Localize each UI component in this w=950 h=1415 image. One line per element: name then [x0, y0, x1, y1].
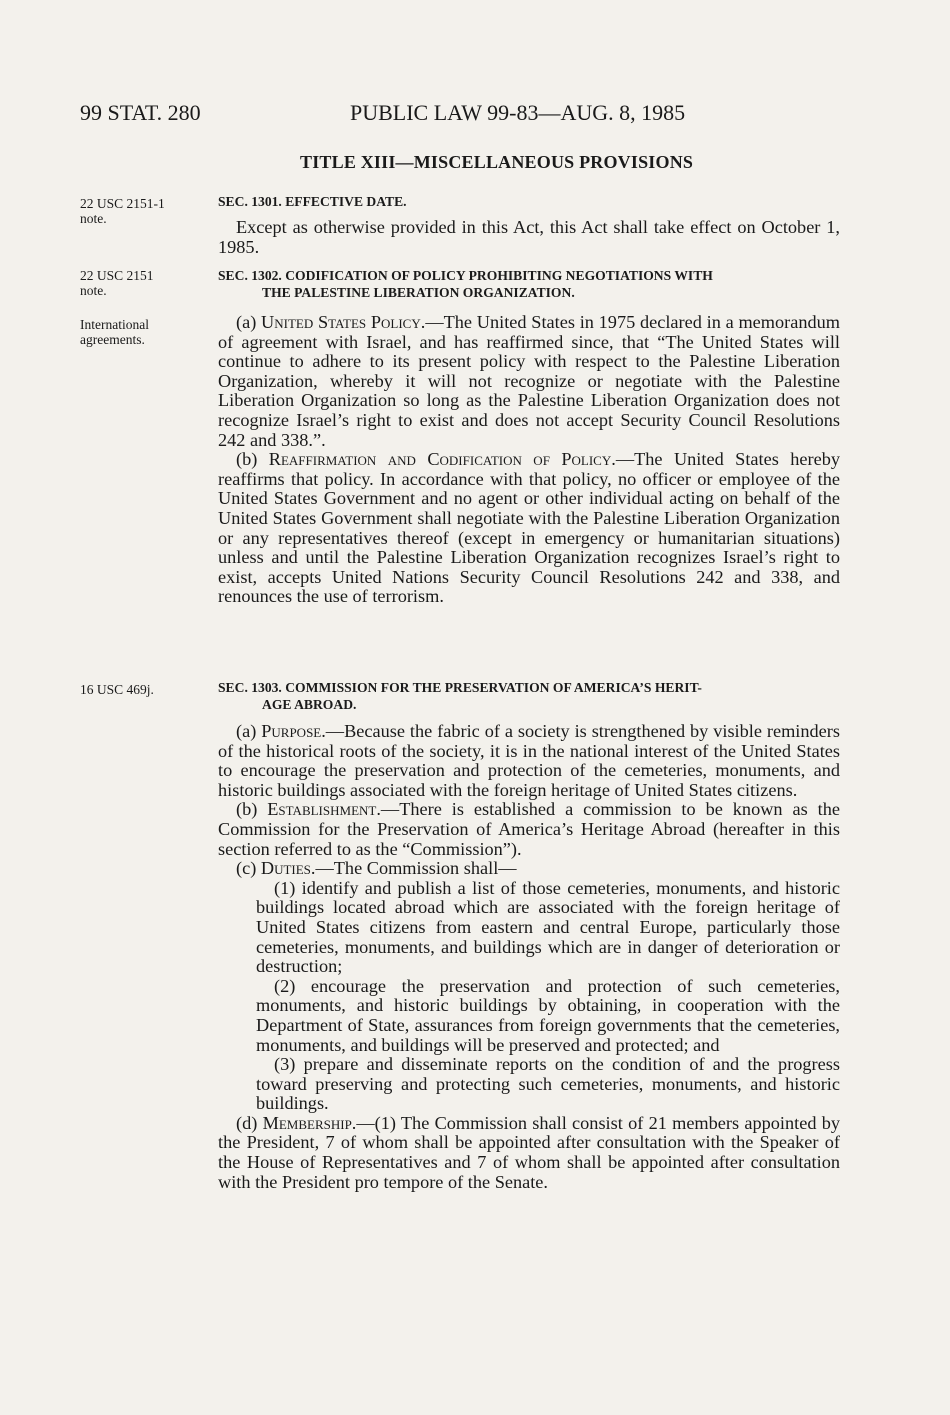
section-1303-heading	[218, 679, 840, 713]
subsection-label: (a)	[236, 312, 262, 332]
subsection-1302-b	[218, 450, 840, 607]
subsection-caption: Establishment	[267, 799, 377, 820]
margin-note-line: note.	[80, 211, 107, 226]
section-heading-line: THE PALESTINE LIBERATION ORGANIZATION.	[262, 285, 575, 300]
subsection-text: .—The United States in 1975 declared in a memorandum of agreement with Israel, and has reaffirmed since, that “The United States will continue to adhere to its present policy with respect to the Palestine Liberation Organization, whereby it will not recognize or negotiate with the Palestine Liberation Organization so long as the Palestine Liberation Organization does not recognize Israel’s right to exist and does not accept Security Council Resolutions 242 and 338.”.	[218, 312, 840, 450]
paragraph-1303-c-1: (1) identify and publish a list of those cemeteries, monuments, and historic buildings located abroad which are associated with the foreign heritage of United States citizens from eastern and central Europe, particularly those cemeteries, monuments, and buildings which are in danger of deterioration or destruction;	[256, 877, 840, 977]
subsection-1303-b	[218, 800, 840, 859]
subsection-text: .—(1) The Commission shall consist of 21 members appointed by the President, 7 of whom shall be appointed after consultation with the Speaker of the House of Representatives and 7 of whom shall be appointed after consultation with the President pro tempore of the Senate.	[218, 1112, 840, 1192]
section-1302-body	[218, 313, 840, 607]
section-heading-line: SEC. 1303. COMMISSION FOR THE PRESERVATION OF AMERICA’S HERIT-	[218, 680, 702, 695]
subsection-text: .—The Commission shall—	[310, 858, 517, 879]
stat-page-number: 99 STAT. 280	[80, 100, 201, 125]
subsection-caption: Duties	[260, 858, 311, 879]
margin-note-line: 16 USC 469j.	[80, 682, 154, 697]
section-1302-heading	[218, 267, 840, 301]
section-heading-line: SEC. 1302. CODIFICATION OF POLICY PROHIBITING NEGOTIATIONS WITH	[218, 268, 713, 283]
subsection-label: (c)	[236, 858, 261, 879]
subsection-caption: United States Policy	[261, 312, 421, 332]
margin-note-line: agreements.	[80, 332, 145, 347]
subsection-1303-d	[218, 1114, 840, 1192]
subsection-text: .—Because the fabric of a society is strengthened by visible reminders of the historical roots of the society, it is in the national interest of the United States to encourage the preservation and protection of the cemeteries, monuments, and historic buildings associated with the foreign heritage of United States citizens.	[218, 721, 840, 800]
section-heading-text: SEC. 1301. EFFECTIVE DATE.	[218, 194, 407, 209]
subsection-text: .—The United States hereby reaffirms that policy. In accordance with that policy, no officer or employee of the United States Government and no agent or other individual acting on behalf of the United States Government shall negotiate with the Palestine Liberation Organization or any representatives thereof (except in emergency or humanitarian situations) unless and until the Palestine Liberation Organization recognizes Israel’s right to exist, accepts United Nations Security Council Resolutions 242 and 338, and renounces the use of terrorism.	[218, 449, 840, 607]
subsection-label: (d)	[236, 1112, 263, 1133]
subsection-1303-c	[218, 859, 840, 879]
section-1303-body	[218, 722, 840, 1192]
margin-note-line: note.	[80, 283, 107, 298]
margin-note-line: International	[80, 317, 149, 332]
subsection-label: (b)	[236, 799, 268, 820]
paragraph-1303-c-3: (3) prepare and disseminate reports on the condition of and the progress toward preserving and protecting such cemeteries, monuments, and historic buildings.	[256, 1054, 840, 1114]
subsection-label: (a)	[236, 721, 262, 741]
section-1301-text: Except as otherwise provided in this Act, this Act shall take effect on October 1, 1985.	[218, 217, 840, 257]
paragraph-1303-c-2: (2) encourage the preservation and protection of such cemeteries, monuments, and historic buildings by obtaining, in cooperation with the Department of State, assurances from foreign governments that the cemeteries, monuments, and buildings will be preserved and protected; and	[256, 975, 840, 1055]
margin-note-international-agreements	[80, 317, 205, 347]
margin-note-usc-469j	[80, 682, 205, 697]
subsection-caption: Purpose	[261, 721, 322, 741]
margin-note-usc-2151	[80, 268, 205, 298]
title-heading: TITLE XIII—MISCELLANEOUS PROVISIONS	[300, 152, 694, 172]
margin-note-line: 22 USC 2151-1	[80, 196, 165, 211]
subsection-label: (b)	[236, 449, 269, 470]
subsection-caption: Reaffirmation and Codification of Policy	[268, 449, 612, 470]
section-1301-heading	[218, 193, 840, 210]
page-header	[80, 100, 840, 132]
margin-note-usc-2151-1	[80, 196, 205, 226]
section-heading-line: AGE ABROAD.	[262, 697, 357, 712]
subsection-text: .—There is established a commission to be known as the Commission for the Preservation of America’s Heritage Abroad (hereafter in this section referred to as the “Commission”).	[218, 799, 840, 859]
margin-note-line: 22 USC 2151	[80, 268, 154, 283]
subsection-caption: Membership	[262, 1112, 352, 1133]
subsection-1303-a	[218, 722, 840, 800]
public-law-citation: PUBLIC LAW 99-83—AUG. 8, 1985	[350, 100, 686, 125]
subsection-1302-a	[218, 313, 840, 450]
